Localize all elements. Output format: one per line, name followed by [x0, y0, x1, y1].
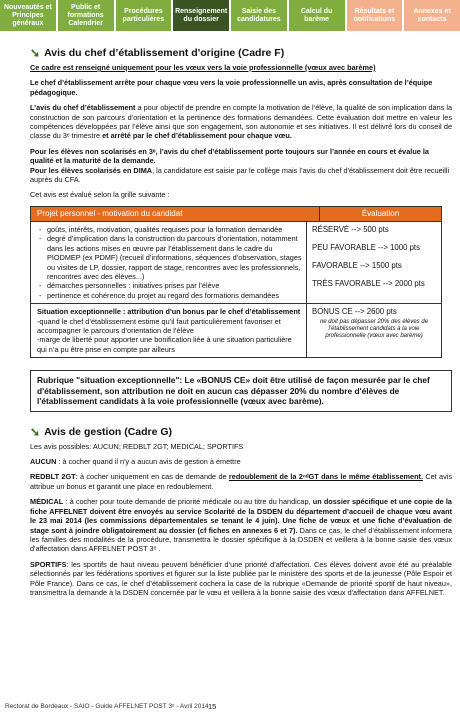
grid-row-exceptional	[31, 303, 441, 357]
cadre-f-intro: Ce cadre est renseigné uniquement pour les vœux vers la voie professionnelle (vœux avec barème)	[30, 63, 376, 72]
criteria-item: - goûts, intérêts, motivation, qualités requises pour la formation demandée	[37, 225, 302, 234]
arrow-icon: ➘	[30, 46, 41, 60]
tab-saisie[interactable]: Saisie des candidatures	[231, 0, 287, 31]
tab-procedures[interactable]: Procédures particulières	[116, 0, 172, 31]
evaluation-grid	[30, 206, 442, 358]
grid-header-criteria: Projet personnel - motivation du candidat	[31, 207, 320, 221]
cadre-f-paragraph-4: Cet avis est évalué selon la grille suivante :	[30, 190, 170, 200]
page-number: 15	[208, 702, 217, 711]
footer-text: Rectorat de Bordeaux - SAIO - Guide AFFELNET POST 3ᵉ - Avril 2014	[5, 703, 209, 710]
exceptional-title: Situation exceptionnelle : attribution d'un bonus par le chef d’établissement	[37, 307, 301, 317]
bonus-ce: BONUS CE --> 2600 pts	[312, 307, 397, 317]
rubrique-box: Rubrique "situation exceptionnelle": Le «BONUS CE» doit être utilisé de façon mesurée par le chef d'établissement, son attribution ne doit en aucun cas dépasser 20% du nombre d'élèves de l'établissement candidats à la voie professionnelle (vœux avec barème).	[30, 370, 452, 412]
grid-header	[31, 207, 441, 221]
tab-annexes[interactable]: Annexes et contacts	[404, 0, 460, 31]
avis-sportifs: SPORTIFS: les sportifs de haut niveau peuvent bénéficier d’une priorité d’affectation. Ces élèves doivent avoir été au préalable sélectionnés par les fédérations sportives et figurer sur la liste publiée par le ministère des sports et de la jeunesse (Pôle Espoir et Pôle France). Dans ce cas, le chef d’établissement cochera la case de la rubrique «Demande de priorité sportif de haut niveau», transmettra la demande à la DSDEN concernée par le vœu et veillera à la bonne saisie des vœux d'affectation dans AFFELNET.	[30, 559, 452, 597]
exceptional-line: -marge de liberté pour apporter une bonification liée à une situation particulière qui n’a pu être prise en compte par ailleurs	[37, 335, 292, 354]
evaluation-level: TRÈS FAVORABLE --> 2000 pts	[312, 278, 425, 288]
criteria-item: - pertinence et cohérence du projet au regard des formations demandées	[37, 291, 302, 300]
evaluation-level: RÉSERVÉ --> 500 pts	[312, 224, 389, 234]
tab-nouveautes[interactable]: Nouveautés et Principes généraux	[0, 0, 56, 31]
arrow-icon: ➘	[30, 424, 41, 439]
cadre-f-paragraph-2: Pour les élèves non scolarisés en 3ᵉ, l’avis du chef d’établissement porte toujours sur l’année en cours et évalue la qualité et la maturité de la demande.	[30, 146, 429, 166]
grid-row-criteria	[31, 221, 441, 303]
bonus-note: ne doit pas dépasser 20% des élèves de l’établissement candidats à la voie professionnelle (vœux avec barème)	[319, 319, 429, 340]
evaluation-level: FAVORABLE --> 1500 pts	[312, 260, 402, 270]
evaluation-level: PEU FAVORABLE --> 1000 pts	[312, 242, 420, 252]
avis-medical: MÉDICAL : à cocher pour toute demande de priorité médicale ou au titre du handicap, un dossier spécifique et une copie de la fiche AFFELNET doivent être envoyés au service Scolarité de la DSDEN du département d’accueil de chaque vœu avant le 23 mai 2014 (les commissions départementales se tenant le 4 juin). Une fiche de vœux et une fiche d’évaluation de stage sont à joindre obligatoirement au dossier (cf fiches en annexes 6 et 7). Dans ce cas, le chef d’établissement informera les familles des modalités de la procédure, transmettra le dossier spécifique à la DSDEN et veillera à la bonne saisie des vœux d'affectation dans AFFELNET POST 3ᵉ .	[30, 497, 452, 554]
tab-bareme[interactable]: Calcul du barème	[289, 0, 345, 31]
tab-renseignement-dossier[interactable]: Renseignement du dossier	[173, 0, 229, 31]
nav-tabs	[0, 0, 460, 31]
avis-aucun: AUCUN : à cocher quand il n'y a aucun avis de gestion à émettre	[30, 457, 241, 467]
tab-resultats[interactable]: Résultats et notifications	[347, 0, 403, 31]
tab-public-formations[interactable]: Public et formations Calendrier	[58, 0, 114, 31]
grid-header-evaluation: Évaluation	[320, 207, 441, 221]
avis-possibles: Les avis possibles: AUCUN; REDBLT 2GT; MEDICAL; SPORTIFS	[30, 441, 244, 451]
avis-redblt: REDBLT 2GT: à cocher uniquement en cas de demande de redoublement de la 2ⁿᵈGT dans le même établissement. Cet avis attribue un bonus et garantit une place en redoublement.	[30, 472, 453, 491]
criteria-item: - démarches personnelles : initiatives prises par l’élève	[37, 281, 302, 290]
section-title-cadre-g: ➘ Avis de gestion (Cadre G)	[30, 424, 173, 439]
cadre-f-bold-paragraph: Le chef d’établissement arrête pour chaque vœu vers la voie professionnelle un avis, après consultation de l’équipe pédagogique.	[30, 78, 433, 97]
main-content	[30, 33, 452, 603]
criteria-item: - degré d’implication dans la construction du parcours d’orientation, notamment dans les actions mises en œuvre par l’établissement dans le cadre du PIODMEP (ex PDMF) (recueil d’informations, séquences d’observation, stages ou visites de LP, dossier, rapport de stage, rencontres avec les professionnels, rencontres avec des élèves...)	[37, 234, 302, 281]
section-title-cadre-f: ➘ Avis du chef d’établissement d'origine (Cadre F)	[30, 46, 285, 60]
cadre-f-paragraph-3: Pour les élèves scolarisés en DIMA, la candidature est saisie par le collège mais l’avis du chef d'établissement doit être recueilli auprès du CFA.	[30, 165, 450, 185]
cadre-f-paragraph-1: L’avis du chef d’établissement a pour objectif de prendre en compte la motivation de l’élève, la qualité de son implication dans la construction de son parcours d’orientation et la pertinence des formations demandées. Cette évaluation doit mettre en valeur les compétences développées par l’élève ainsi que son engagement, son autonomie et ses initiatives. Il est délivré lors du conseil de classe du 3ᵉ trimestre et arrêté par le chef d’établissement pour chaque vœu.	[30, 103, 453, 141]
criteria-list	[37, 225, 302, 300]
exceptional-line: -quand le chef d’établissement estime qu’il faut particulièrement favoriser et accompagner le parcours d’orientation de l’élève	[37, 316, 281, 335]
